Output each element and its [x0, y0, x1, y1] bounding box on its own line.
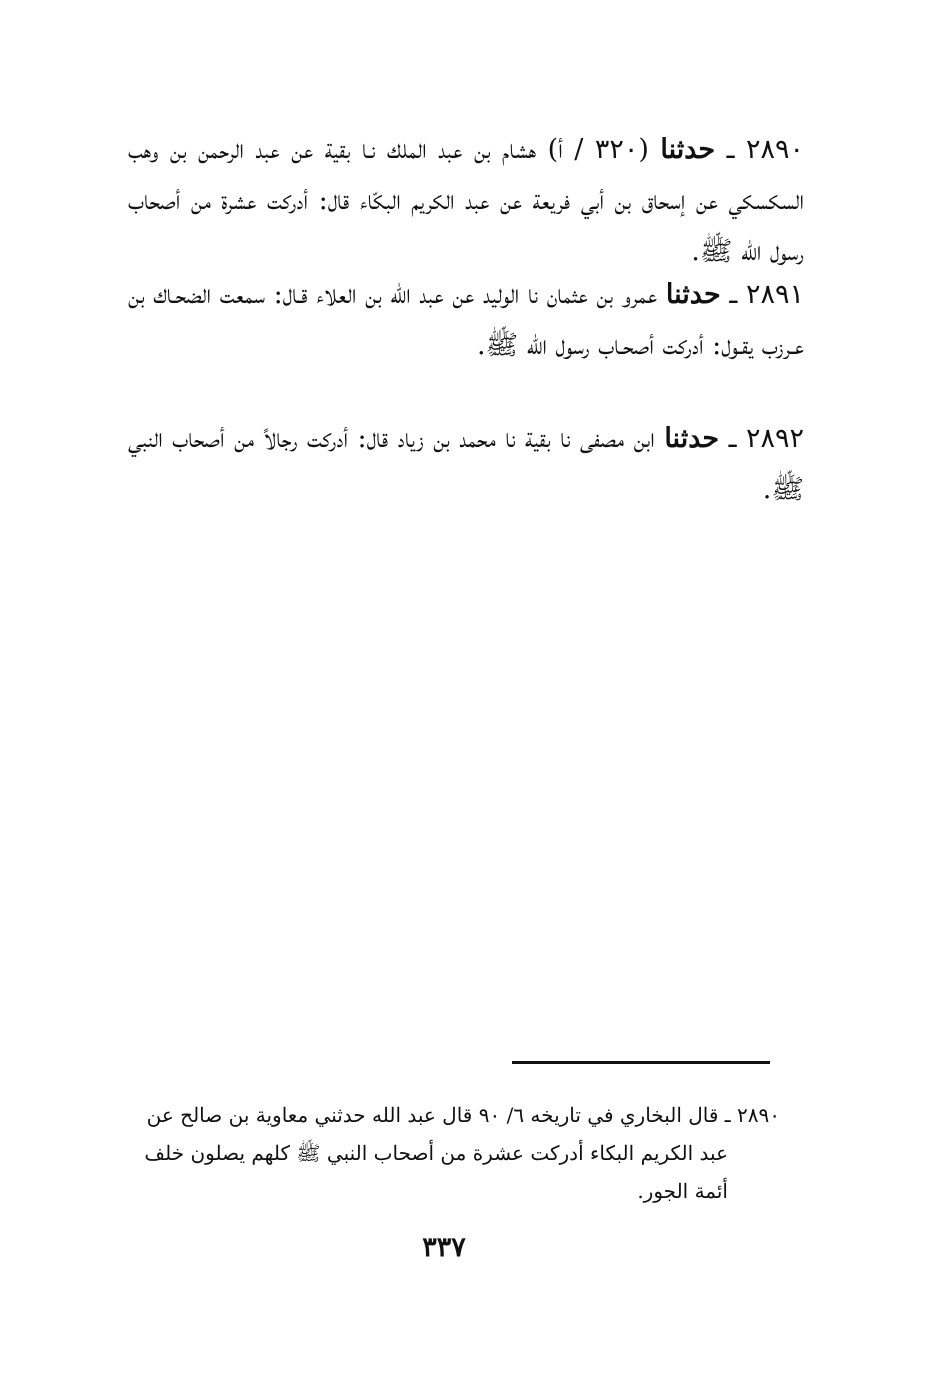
hadith-entry-2890	[128, 124, 804, 277]
footnote-dash: ـ	[718, 1103, 738, 1127]
hadith-entry-2892	[128, 413, 804, 515]
entry-number: ٢٨٩٢	[745, 423, 804, 454]
footnote-line-1	[104, 1096, 780, 1134]
entry-number: ٢٨٩١	[745, 279, 804, 310]
footnote	[104, 1096, 780, 1210]
entry-keyword: حدثنا	[664, 423, 720, 454]
entry-dash: ـ	[719, 423, 746, 454]
entry-text: عمرو بن عثمان نا الوليد عن عبد الله بن العلاء قـال: سمعت الضحـاك بن عـرزب يقـول: أدركت أصحـاب رسول الله ﷺ.	[128, 279, 804, 361]
page-number: ٣٣٧	[422, 1232, 466, 1263]
hadith-entry-2891	[128, 269, 804, 371]
entry-text: ابن مصفى نا بقية نا محمد بن زياد قال: أدركت رجالاً من أصحاب النبي ﷺ.	[128, 423, 804, 505]
entry-keyword: حدثنا	[665, 279, 721, 310]
entry-number: ٢٨٩٠	[745, 134, 804, 165]
footnote-separator	[512, 1061, 770, 1064]
entry-dash: ـ	[720, 279, 746, 310]
footnote-line-2: عبد الكريم البكاء أدركت عشرة من أصحاب النبي ﷺ كلهم يصلون خلف	[144, 1141, 728, 1165]
entry-text: (٣٢٠ / أ) هشام بن عبد الملك نـا بقية عن عبد الرحمن بن وهب السكسكي عن إسحاق بن أبي فريعة عن عبد الكريم البكّاء قال: أدركت عشرة من أصحاب رسول الله ﷺ.	[128, 134, 804, 267]
footnote-line-3: أئمة الجور.	[637, 1179, 728, 1203]
entry-keyword: حدثنا	[660, 134, 716, 165]
footnote-number: ٢٨٩٠	[737, 1103, 780, 1127]
entry-dash: ـ	[715, 134, 746, 165]
footnote-text-1: قال البخاري في تاريخه ٦/ ٩٠ قال عبد الله حدثني معاوية بن صالح عن	[146, 1103, 719, 1127]
